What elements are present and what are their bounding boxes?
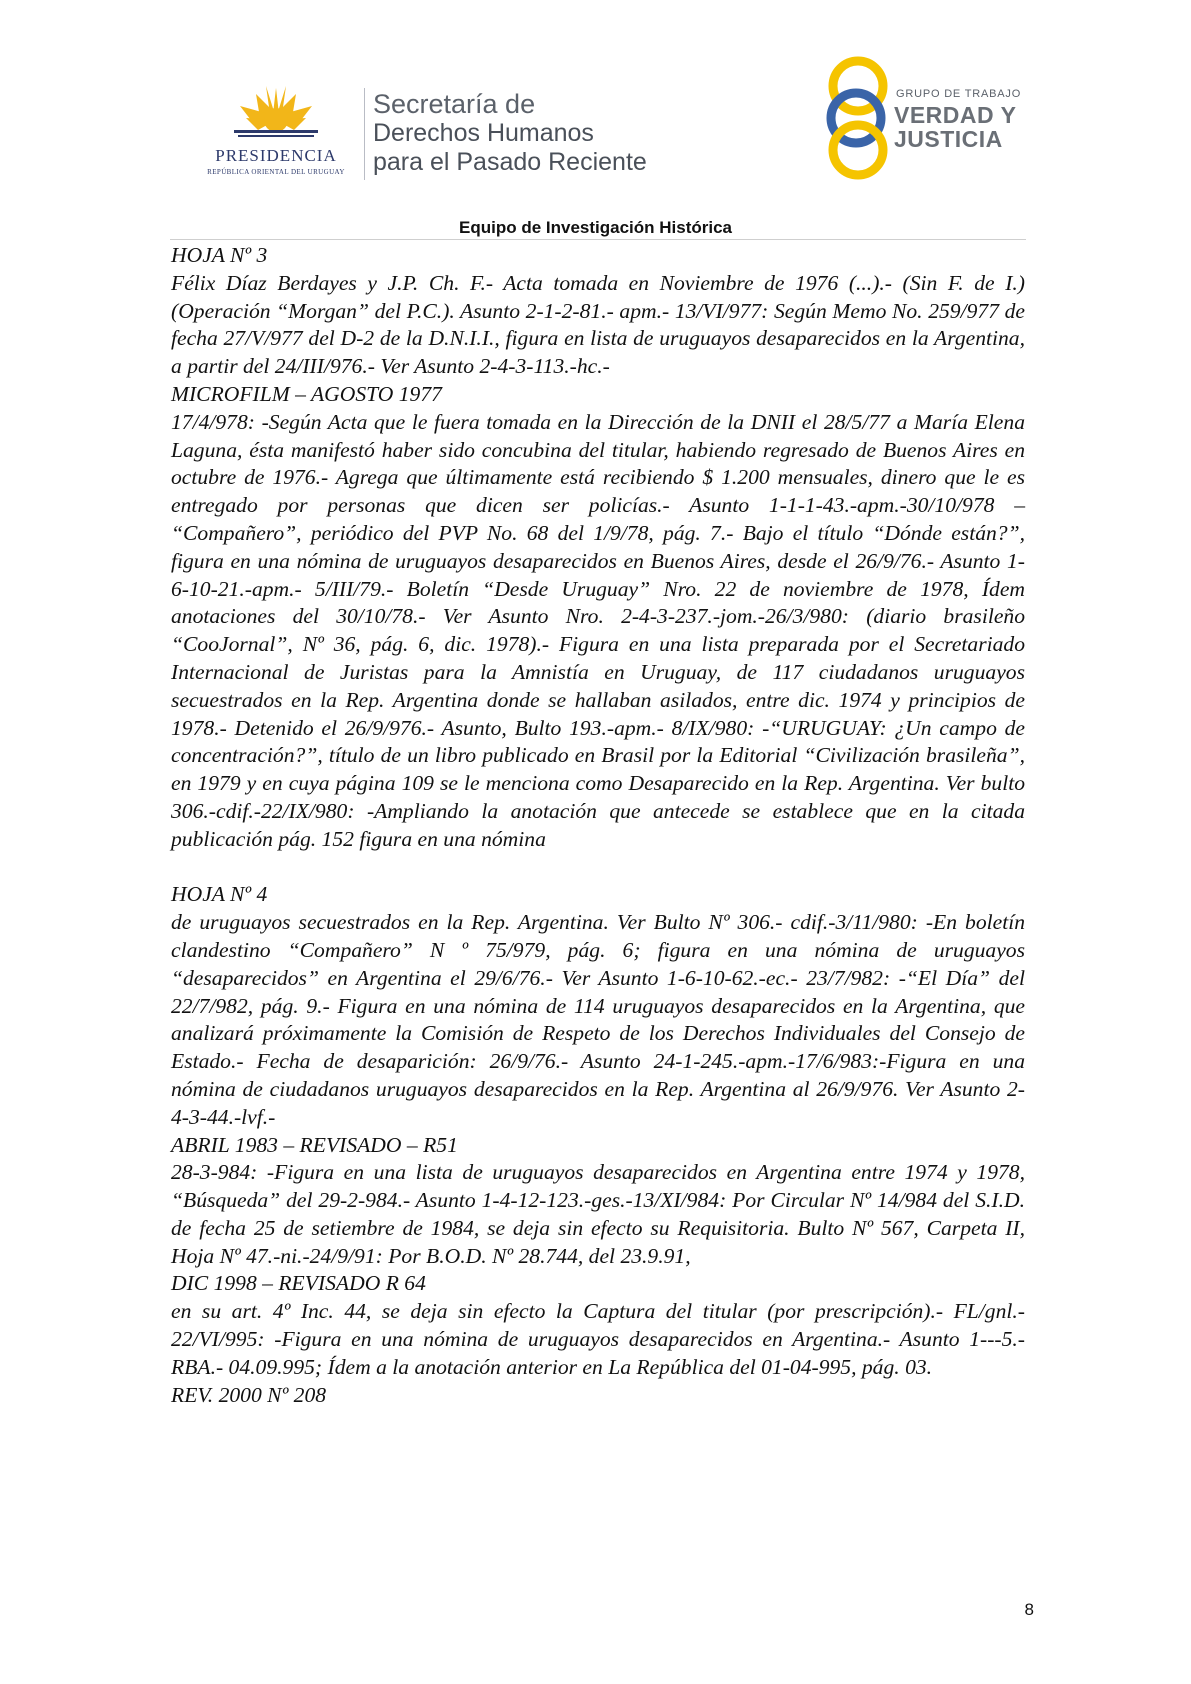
section-note: MICROFILM – AGOSTO 1977 — [171, 381, 442, 406]
document-body — [171, 242, 1025, 1409]
presidencia-name: PRESIDENCIA — [215, 146, 337, 165]
paragraph-gap — [171, 854, 1025, 882]
grupo-label: GRUPO DE TRABAJO — [896, 88, 1022, 100]
rings-emblem-icon — [820, 56, 894, 182]
secretaria-line-2: Derechos Humanos — [373, 119, 594, 147]
paragraph: en su art. 4º Inc. 44, se deja sin efecto la Captura del titular (por prescripción).- FL/gnl.- 22/VI/995: -Figura en una nómina de uruguayos desaparecidos en Argentina.- Asunto 1---5.- RBA.- 04.09.995; Ídem a la anotación anterior en La República del 01-04-995, pág. 03. — [171, 1299, 1025, 1379]
justicia-label: JUSTICIA — [894, 126, 1003, 152]
section-note: REV. 2000 Nº 208 — [171, 1382, 327, 1407]
sun-emblem-icon — [234, 84, 318, 144]
verdad-label: VERDAD Y — [894, 102, 1017, 128]
presidencia-subtitle: REPÚBLICA ORIENTAL DEL URUGUAY — [207, 168, 345, 176]
secretaria-line-1: Secretaría de — [373, 89, 536, 119]
header-rule — [170, 239, 1026, 240]
presidencia-logo — [196, 84, 356, 184]
team-heading: Equipo de Investigación Histórica — [459, 218, 732, 237]
verdad-justicia-logo — [820, 56, 1040, 182]
logo-divider — [364, 88, 365, 180]
section-note: ABRIL 1983 – REVISADO – R51 — [171, 1132, 458, 1157]
sheet-heading: HOJA Nº 3 — [171, 243, 268, 267]
paragraph: 17/4/978: -Según Acta que le fuera tomada en la Dirección de la DNII el 28/5/77 a María Elena Laguna, ésta manifestó haber sido concubina del titular, habiendo regresado de Buenos Aires en octubre de 1976.- Agrega que últimamente está recibiendo $ 1.200 mensuales, dinero que le es entregado por personas que dicen ser policías.- Asunto 1-1-1-43.-apm.-30/10/978 – “Compañero”, periódico del PVP No. 68 del 1/9/78, pág. 7.- Bajo el título “Dónde están?”, figura en una nómina de uruguayos desaparecidos en Buenos Aires, desde el 26/9/76.- Asunto 1-6-10-21.-apm.- 5/III/79.- Boletín “Desde Uruguay” Nro. 22 de noviembre de 1978, Ídem anotaciones del 30/10/78.- Ver Asunto Nro. 2-4-3-237.-jom.-26/3/980: (diario brasileño “CooJornal”, Nº 36, pág. 6, dic. 1978).- Figura en una lista preparada por el Secretariado Internacional de Juristas para la Amnistía en Uruguay, de 117 ciudadanos uruguayos secuestrados en la Rep. Argentina donde se hallaban asilados, entre dic. 1974 y principios de 1978.- Detenido el 26/9/976.- Asunto, Bulto 193.-apm.- 8/IX/980: -“URUGUAY: ¿Un campo de concentración?”, título de un libro publicado en Brasil por la Editorial “Civilización brasileña”, en 1979 y en cuya página 109 se le menciona como Desaparecido en la Rep. Argentina. Ver bulto 306.-cdif.-22/IX/980: -Ampliando la anotación que antecede se establece que en la citada publicación pág. 152 figura en una nómina — [171, 409, 1025, 851]
paragraph: 28-3-984: -Figura en una lista de uruguayos desaparecidos en Argentina entre 1974 y 1978, “Búsqueda” del 29-2-984.- Asunto 1-4-12-123.-ges.-13/XI/984: Por Circular Nº 14/984 del S.I.D. de fecha 25 de setiembre de 1984, se deja sin efecto su Requisitoria. Bulto Nº 567, Carpeta II, Hoja Nº 47.-ni.-24/9/91: Por B.O.D. Nº 28.744, del 23.9.91, — [171, 1160, 1025, 1268]
paragraph: Félix Díaz Berdayes y J.P. Ch. F.- Acta tomada en Noviembre de 1976 (...).- (Sin F. de I.) (Operación “Morgan” del P.C.). Asunto 2-1-2-81.- apm.- 13/VI/977: Según Memo No. 259/977 de fecha 27/V/977 del D-2 de la D.N.I.I., figura en lista de uruguayos desaparecidos en la Argentina, a partir del 24/III/976.- Ver Asunto 2-4-3-113.-hc.- — [171, 270, 1025, 379]
section-note: DIC 1998 – REVISADO R 64 — [171, 1271, 426, 1296]
paragraph: de uruguayos secuestrados en la Rep. Argentina. Ver Bulto Nº 306.- cdif.-3/11/980: -En boletín clandestino “Compañero” N º 75/979, pág. 6; figura en una nómina de uruguayos “desaparecidos” en Argentina el 29/6/76.- Ver Asunto 1-6-10-62.-ec.- 23/7/982: -“El Día” del 22/7/982, pág. 9.- Figura en una nómina de 114 uruguayos desaparecidos en la Argentina, que analizará próximamente la Comisión de Respeto de los Derechos Individuales del Consejo de Estado.- Fecha de desaparición: 26/9/76.- Asunto 24-1-245.-apm.-17/6/983:-Figura en una nómina de ciudadanos uruguayos desaparecidos en la Rep. Argentina al 26/9/976. Ver Asunto 2-4-3-44.-lvf.- — [171, 910, 1025, 1129]
secretaria-line-3: para el Pasado Reciente — [373, 148, 647, 176]
page-number: 8 — [1024, 1600, 1034, 1619]
sheet-heading: HOJA Nº 4 — [171, 882, 268, 907]
secretaria-logo — [373, 90, 647, 177]
